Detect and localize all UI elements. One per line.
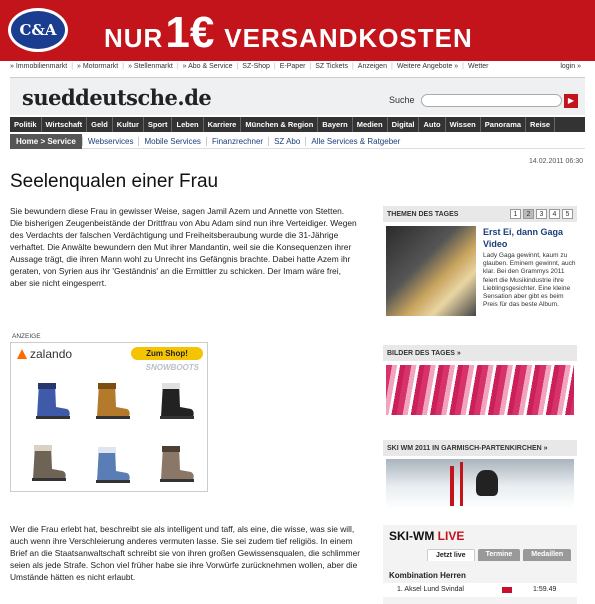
result-name: 1. Aksel Lund Svindal (397, 586, 464, 593)
zum-shop-button[interactable]: Zum Shop! (131, 347, 203, 360)
separator: | (122, 63, 125, 70)
zalando-logo-text: zalando (30, 347, 73, 361)
boot-cuff (162, 383, 180, 389)
separator: | (71, 63, 74, 70)
banner-nur: NUR (104, 23, 164, 53)
nav-geld[interactable]: Geld (87, 117, 113, 132)
themen-tab-1[interactable]: 1 (510, 209, 521, 219)
top-links-bar (10, 63, 585, 74)
nav-kultur[interactable]: Kultur (113, 117, 144, 132)
subnav-alle-services[interactable]: Alle Services & Ratgeber (305, 137, 405, 146)
search-submit-button[interactable] (564, 94, 578, 108)
zalando-mark-icon (17, 349, 27, 359)
boot-sole (96, 480, 130, 483)
nav-karriere[interactable]: Karriere (204, 117, 242, 132)
nav-digital[interactable]: Digital (388, 117, 420, 132)
bilder-title: BILDER DES TAGES » (387, 350, 461, 357)
themen-pager (508, 209, 573, 219)
ski-wm-header[interactable] (383, 440, 577, 456)
article-paragraph-2: Wer die Frau erlebt hat, beschreibt sie als intelligent und taff, als eine, die wisse, was sie will, auch wenn ihre Verschleierung anderes vermuten lasse. Sie sei zudem tief religiös. In einem Brief an die Staatsanwaltschaft schreibt sie von ihren großen Gewissensqualen, die schlimmer seien als jede Strafe. Schon viel früher habe sie ihre Vorwürfe zurücknehmen wollen, aber die Umstände hätten es nicht erlaubt. (10, 524, 361, 582)
boot-cuff (98, 383, 116, 389)
separator: | (273, 63, 276, 70)
boot-sole (96, 416, 130, 419)
boot-cuff (98, 447, 116, 453)
tab-termine[interactable]: Termine (478, 549, 521, 561)
boot-image[interactable] (23, 439, 69, 487)
boot-image[interactable] (27, 381, 73, 421)
banner-versandkosten: VERSANDKOSTEN (224, 23, 473, 53)
nav-muenchen-region[interactable]: München & Region (241, 117, 318, 132)
toplink-motormarkt[interactable]: » Motormarkt (77, 63, 119, 70)
themen-tab-3[interactable]: 3 (536, 209, 547, 219)
toplink-wetter[interactable]: Wetter (468, 63, 489, 70)
subnav-webservices[interactable]: Webservices (82, 137, 139, 146)
nav-politik[interactable]: Politik (10, 117, 42, 132)
ca-logo-text: C&A (11, 11, 65, 49)
themen-tab-5[interactable]: 5 (562, 209, 573, 219)
lady-gaga-photo[interactable] (386, 226, 476, 316)
toplink-abo-service[interactable]: » Abo & Service (182, 63, 233, 70)
tab-jetzt-live[interactable]: Jetzt live (427, 549, 475, 561)
boot-sole (32, 478, 66, 481)
zalando-logo (17, 347, 72, 361)
live-label: LIVE (437, 529, 465, 543)
nav-sport[interactable]: Sport (144, 117, 173, 132)
separator: | (351, 63, 354, 70)
ski-gate (460, 462, 463, 506)
nav-auto[interactable]: Auto (419, 117, 445, 132)
toplink-weitere-angebote[interactable]: Weitere Angebote » (396, 63, 459, 70)
toplink-sz-tickets[interactable]: SZ Tickets (315, 63, 348, 70)
themen-tab-4[interactable]: 4 (549, 209, 560, 219)
result-time: 1:59.49 (533, 586, 557, 593)
subnav-mobile-services[interactable]: Mobile Services (138, 137, 205, 146)
separator: | (176, 63, 179, 70)
site-logo[interactable]: sueddeutsche.de (22, 85, 212, 110)
ad-label: ANZEIGE (12, 333, 41, 340)
login-link[interactable]: login » (560, 63, 581, 70)
boot-cuff (162, 446, 180, 452)
ad-banner[interactable] (0, 0, 595, 61)
nav-reise[interactable]: Reise (526, 117, 555, 132)
boot-image[interactable] (87, 381, 133, 421)
event-title: Kombination Herren (389, 571, 466, 580)
tab-medaillen[interactable]: Medaillen (523, 549, 571, 561)
table-row[interactable] (383, 583, 577, 597)
nav-leben[interactable]: Leben (172, 117, 203, 132)
separator: | (309, 63, 312, 70)
boot-sole (160, 479, 194, 482)
ski-wm-live-box (383, 525, 577, 604)
arrow-right-icon: ▶ (567, 96, 575, 105)
themen-tab-2[interactable]: 2 (523, 209, 534, 219)
site-header (10, 77, 585, 115)
nav-bayern[interactable]: Bayern (318, 117, 352, 132)
article-headline: Seelenqualen einer Frau (10, 171, 219, 192)
subnav-sz-abo[interactable]: SZ Abo (268, 137, 305, 146)
main-nav (10, 117, 585, 132)
nav-medien[interactable]: Medien (353, 117, 388, 132)
skier-figure (476, 470, 498, 496)
themen-story-title[interactable]: Erst Ei, dann Gaga Video (483, 227, 564, 249)
boot-image[interactable] (151, 381, 197, 421)
nav-wissen[interactable]: Wissen (446, 117, 481, 132)
boot-image[interactable] (151, 441, 197, 487)
norway-flag-icon (501, 586, 513, 594)
boot-sole (36, 416, 70, 419)
banner-text (104, 8, 473, 58)
boot-image[interactable] (87, 443, 133, 487)
boot-cuff (34, 445, 52, 451)
separator: | (236, 63, 239, 70)
toplink-sz-shop[interactable]: SZ-Shop (242, 63, 270, 70)
ski-wm-live-title (389, 529, 464, 543)
themen-title: THEMEN DES TAGES (387, 211, 459, 218)
toplink-immobilienmarkt[interactable]: » Immobilienmarkt (10, 63, 68, 70)
subnav-finanzrechner[interactable]: Finanzrechner (206, 137, 268, 146)
ca-logo[interactable] (8, 8, 68, 52)
breadcrumb[interactable]: Home > Service (10, 134, 82, 149)
separator: | (462, 63, 464, 70)
themen-story-text: Lady Gaga gewinnt, kaum zu glauben. Eminem gewinnt, auch klar. Bei den Grammys 2011 feiert die Musikindustrie ihre Lieblingsgesichter. Eine kleine Sensation aber gibt es beim Preis für das beste Album. (483, 252, 576, 309)
zalando-ad[interactable] (10, 342, 208, 492)
banner-euro: 1€ (165, 8, 215, 57)
boot-sole (160, 416, 194, 419)
sub-nav (10, 134, 585, 149)
article-paragraph-1: Sie bewundern diese Frau in gewisser Weise, sagen Jamil Azem und Annette von Stetten. Die bisherigen Zeugenbeistände der Drittfrau von Abu Adam sind nun ihre Verteidiger. Wegen des Verdachts der falschen Verdächtigung und Freiheitsberaubung wurde die 31-Jährige verhaftet. Die Anwälte bewundern den Mut ihrer Mandantin, weil sie die Konsequenzen ihrer Aussage trägt, die ihren Mann wohl zu Unrecht ins Gefängnis brachte. Dabei hatte Azem ihr geraten, von Syrien aus ihr 'Geständnis' an die Ermittler zu schicken. Der Imam wäre frei, aber sie nicht eingesperrt. (10, 206, 357, 288)
bilder-des-tages-header[interactable] (383, 345, 577, 361)
article-date: 14.02.2011 06:30 (529, 158, 583, 165)
ski-wm-live-prefix: SKI-WM (389, 529, 438, 543)
search-input[interactable] (421, 94, 562, 107)
toplink-stellenmarkt[interactable]: » Stellenmarkt (128, 63, 173, 70)
ski-wm-title: SKI WM 2011 IN GARMISCH-PARTENKIRCHEN » (387, 445, 548, 452)
toplink-anzeigen[interactable]: Anzeigen (357, 63, 387, 70)
nav-panorama[interactable]: Panorama (481, 117, 526, 132)
themen-des-tages-header (383, 206, 577, 222)
toplink-e-paper[interactable]: E-Paper (279, 63, 306, 70)
bilder-des-tages-photo[interactable] (386, 365, 574, 415)
nav-wirtschaft[interactable]: Wirtschaft (42, 117, 88, 132)
ski-gate (450, 466, 454, 506)
separator: | (390, 63, 393, 70)
search-label: Suche (389, 95, 415, 105)
snowboots-label: SNOWBOOTS (145, 363, 199, 372)
live-tabs (427, 549, 574, 561)
boot-cuff (38, 383, 56, 389)
